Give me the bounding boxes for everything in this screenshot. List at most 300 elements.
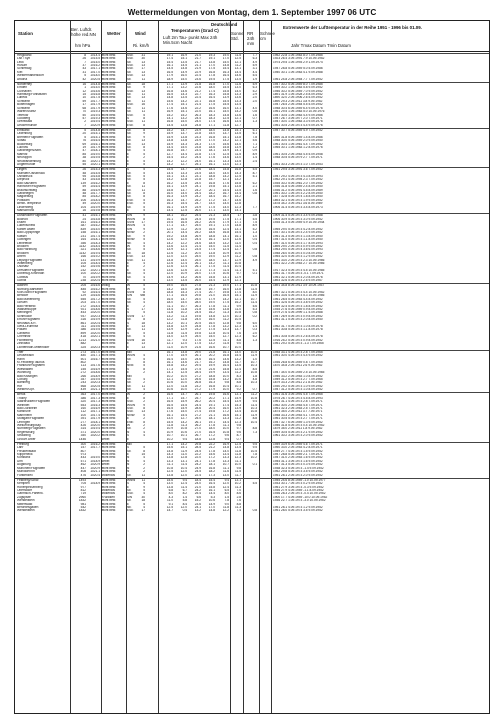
wind-direction: SE bbox=[127, 77, 132, 81]
temp-min5cm: 16.8 bbox=[208, 181, 215, 185]
temp-night: 11.4 bbox=[223, 268, 229, 272]
station-name: Husum bbox=[17, 64, 28, 68]
temp-dewpoint: 13.8 bbox=[180, 139, 187, 143]
wind-direction: S bbox=[127, 446, 130, 450]
temp-night: 17.9 bbox=[222, 221, 229, 225]
temp-max: 25.8 bbox=[194, 287, 201, 291]
temp-dewpoint: 14.4 bbox=[180, 152, 187, 156]
temp-max: 21.7 bbox=[194, 360, 201, 364]
weather: leicht bew. bbox=[101, 297, 116, 301]
air-pressure: 1018.4 bbox=[90, 244, 100, 248]
temp-extremes: 1877 32.8 5.09.1974 1.8 8.09.1950 bbox=[273, 195, 323, 199]
station-height: 314 bbox=[80, 427, 86, 431]
temp-dewpoint: 14.0 bbox=[180, 192, 187, 196]
temp-night: 14.8 bbox=[222, 360, 229, 364]
temp-night: 14.2 bbox=[222, 175, 229, 178]
weather: leicht bew. bbox=[101, 248, 116, 252]
temp-night: 8.0 bbox=[224, 492, 229, 496]
wind-speed: 5 bbox=[143, 113, 145, 117]
temp-night: 13.3 bbox=[222, 417, 229, 421]
temp-night: 16.4 bbox=[222, 364, 229, 368]
temp-night: 10.4 bbox=[222, 384, 229, 388]
station-height: 861 bbox=[80, 321, 86, 325]
station-height: 812 bbox=[80, 488, 86, 492]
temp-night: 12.9 bbox=[222, 278, 229, 282]
station-height: 480 bbox=[80, 354, 86, 358]
station-height: 1 bbox=[84, 86, 86, 90]
air-pressure: 1015.0 bbox=[90, 86, 100, 90]
sunshine: 13.5 bbox=[234, 159, 241, 163]
air-pressure: 1016.9 bbox=[90, 407, 100, 410]
temp-min5cm: 21.3 bbox=[208, 214, 215, 218]
temp-min5cm: 16.8 bbox=[208, 99, 215, 103]
station-height: 104 bbox=[80, 205, 86, 209]
station-name: Trier bbox=[17, 350, 24, 354]
temp-max: 22.8 bbox=[194, 178, 201, 182]
weather: wolkenlos bbox=[101, 473, 115, 477]
wind-direction: SE bbox=[127, 357, 132, 361]
wind-speed: 4 bbox=[143, 430, 145, 434]
precipitation: 0.9 bbox=[252, 149, 257, 153]
temp-night: 10.8 bbox=[222, 430, 229, 434]
temp-night: 13.2 bbox=[222, 241, 229, 245]
weather: leicht bew. bbox=[101, 221, 116, 225]
temp-extremes: 1957 32.1 5.09.1973 4.4 10.09.1952 bbox=[273, 291, 325, 294]
temp-night: 12.9 bbox=[222, 255, 229, 259]
station-name: Lüdenscheid bbox=[17, 224, 36, 228]
temp-extremes: 1975 28.7 4.09.1973 4.5 8.09.1993 bbox=[273, 396, 323, 400]
temp-night: 12.5 bbox=[222, 152, 229, 156]
weather: leicht bew. bbox=[101, 116, 116, 120]
station-name: Schmücke bbox=[17, 314, 32, 318]
temp-extremes: 1948 33.1 4.09.1973 2.8 7.09.1965 bbox=[273, 350, 323, 354]
temp-night: 12.4 bbox=[222, 227, 229, 231]
temp-night: 13.0 bbox=[222, 473, 229, 477]
temp-night: 15.4 bbox=[222, 188, 229, 192]
weather: leicht bew. bbox=[101, 413, 116, 417]
station-height: 100 bbox=[80, 413, 86, 417]
temp-max: 23.4 bbox=[194, 149, 201, 153]
temp-dewpoint: 10.9 bbox=[180, 345, 187, 349]
temp-dewpoint: 8.2 bbox=[182, 492, 187, 496]
wind-direction: S bbox=[127, 434, 130, 438]
precipitation: 6.2 bbox=[252, 181, 257, 185]
temp-max: 24.1 bbox=[194, 185, 201, 189]
weather: leicht bew. bbox=[101, 57, 116, 61]
sunshine: 12.5 bbox=[234, 57, 241, 61]
wind-direction: S bbox=[127, 367, 130, 371]
air-pressure: 1017.9 bbox=[90, 103, 100, 107]
station-height: 439 bbox=[80, 388, 86, 392]
station-name: Diepholz bbox=[17, 178, 30, 182]
station-height: 24 bbox=[82, 217, 86, 221]
temp-extremes: 1951 33.6 4.09.1973 5.3 10.09.1966 bbox=[273, 294, 325, 298]
precipitation: 1.2 bbox=[252, 145, 257, 149]
air-pressure: 1019.3 bbox=[90, 110, 100, 114]
precipitation: 0.8 bbox=[252, 192, 257, 196]
temp-min5cm: 16.4 bbox=[208, 96, 215, 100]
temp-air: 17.4 bbox=[166, 57, 173, 61]
station-height: 48 bbox=[82, 171, 86, 175]
temp-dewpoint: 12.2 bbox=[180, 159, 187, 163]
wind-direction: E bbox=[127, 265, 130, 269]
station-name: Garmisch-Partenk. bbox=[17, 492, 44, 496]
weather: leicht bew. bbox=[101, 287, 116, 291]
temp-dewpoint: 0.4 bbox=[182, 509, 187, 513]
temp-max: 27.2 bbox=[194, 413, 201, 417]
wind-direction: NE bbox=[127, 241, 132, 245]
temp-night: 13.3 bbox=[222, 159, 229, 163]
weather: leicht bew. bbox=[101, 202, 116, 206]
temp-max: 27.2 bbox=[194, 374, 201, 378]
temp-dewpoint: 12.6 bbox=[180, 268, 187, 272]
temp-max: 24.2 bbox=[194, 188, 201, 192]
sunshine: 16.1 bbox=[234, 234, 241, 238]
wind-direction: SW bbox=[127, 214, 133, 218]
temp-min5cm: 19.7 bbox=[208, 287, 215, 291]
temp-extremes: 1951 32.3 2.09.1953 2.5 7.09.1971 bbox=[273, 407, 323, 410]
precipitation: 2.4 bbox=[252, 159, 257, 163]
temp-night: 16.0 bbox=[222, 287, 229, 291]
precipitation: 6.2 bbox=[252, 335, 257, 339]
temp-air: 15.8 bbox=[166, 364, 173, 368]
temp-min5cm: 17.0 bbox=[208, 505, 215, 509]
precipitation: 1.6 bbox=[252, 188, 257, 192]
temp-dewpoint: 13.2 bbox=[180, 116, 187, 120]
sunshine: 14.4 bbox=[234, 70, 241, 74]
temp-air: 16.5 bbox=[166, 297, 173, 301]
precipitation: 1.0 bbox=[252, 357, 257, 361]
weather: leicht bew. bbox=[101, 162, 116, 166]
temp-extremes: 1947 30.5 1.09.1983 4.4 9.09.1986 bbox=[273, 113, 323, 117]
temp-dewpoint: 13.8 bbox=[180, 135, 187, 139]
sunshine: 13.4 bbox=[234, 120, 241, 124]
temp-extremes: 1979 27.6 4.09.1999 1.1 5.09.1988 bbox=[273, 311, 323, 315]
temp-dewpoint: 12.2 bbox=[180, 241, 187, 245]
temp-night: 11.1 bbox=[223, 261, 229, 265]
temp-extremes: 1935 31.3 5.09.1949 4.9 10.09.1944 bbox=[273, 221, 325, 225]
temp-air: 12.6 bbox=[166, 265, 173, 269]
air-pressure: 1017.0 bbox=[90, 393, 100, 397]
air-pressure: 1020.1 bbox=[90, 335, 100, 339]
temp-air: 15.1 bbox=[166, 185, 173, 189]
temp-max: 21.7 bbox=[194, 57, 201, 61]
temp-max: 24.5 bbox=[194, 311, 201, 315]
temp-air: 14.4 bbox=[166, 209, 173, 213]
precipitation: 1.3 bbox=[252, 231, 257, 235]
station-height: 802 bbox=[80, 360, 86, 364]
temp-night: 13.0 bbox=[222, 209, 229, 213]
precipitation: 2.0 bbox=[252, 96, 257, 100]
station-height: 80 bbox=[82, 159, 86, 163]
precipitation: 7.5 bbox=[252, 221, 257, 225]
temp-dewpoint: 12.0 bbox=[180, 470, 187, 474]
wind-speed: 2 bbox=[143, 400, 145, 404]
sunshine: 14.6 bbox=[234, 74, 241, 78]
wind-direction: ESE bbox=[127, 509, 134, 513]
sunshine: 16.2 bbox=[234, 301, 241, 305]
temp-dewpoint: 15.0 bbox=[180, 301, 187, 305]
temp-dewpoint: 11.2 bbox=[181, 251, 187, 255]
precipitation: 7.1 bbox=[252, 142, 257, 146]
wind-direction: WSW bbox=[127, 217, 136, 221]
temp-max: 24.5 bbox=[194, 470, 201, 474]
sunshine: 11.5 bbox=[235, 152, 241, 156]
station-name: Schleswig bbox=[17, 67, 32, 71]
temp-air: 12.2 bbox=[166, 318, 173, 322]
temp-air: 6.8 bbox=[168, 488, 173, 492]
temp-min5cm: 18.0 bbox=[208, 86, 215, 90]
temp-max: 24.3 bbox=[194, 142, 201, 146]
temp-air: 12.0 bbox=[166, 255, 173, 259]
station-name: Teterow bbox=[17, 113, 29, 117]
weather: leicht bew. bbox=[101, 453, 116, 457]
sunshine: 10.5 bbox=[234, 318, 241, 322]
temp-extremes: 1947 28.8 5.09.1949 5.0 5.09.1986 bbox=[273, 67, 323, 71]
air-pressure: 1017.1 bbox=[90, 67, 100, 71]
precipitation: 2.9 bbox=[252, 93, 257, 97]
temp-night: 11.1 bbox=[223, 304, 229, 308]
temp-min5cm: 15.6 bbox=[208, 308, 215, 312]
station-name: Mannheim bbox=[17, 413, 32, 417]
temp-night: 17.5 bbox=[222, 301, 229, 305]
station-height: 69 bbox=[82, 142, 86, 146]
temp-min5cm: 18.6 bbox=[208, 145, 215, 149]
station-name: Zinnwald bbox=[17, 342, 30, 346]
sunshine: 7.6 bbox=[236, 499, 241, 503]
temp-air: 10.8 bbox=[166, 466, 173, 470]
weather: leicht bew. bbox=[101, 93, 116, 97]
wind-direction: SSE bbox=[127, 64, 134, 68]
wind-direction: SE bbox=[127, 82, 132, 86]
temp-air: 20.1 bbox=[166, 231, 173, 235]
temp-dewpoint: 12.9 bbox=[180, 325, 187, 329]
wind-direction: S bbox=[127, 321, 130, 325]
temp-dewpoint: 15.5 bbox=[180, 403, 187, 407]
wind-direction: E bbox=[127, 342, 130, 346]
temp-max: 23.6 bbox=[194, 502, 201, 506]
temp-air: 12.1 bbox=[166, 342, 173, 346]
temp-night: 11.1 bbox=[223, 424, 229, 428]
temp-dewpoint: 10.0 bbox=[180, 381, 187, 385]
temp-extremes: 1947 30.0 1.09.1983 3.3 9.09.1976 bbox=[273, 120, 323, 124]
station-height: 1213 bbox=[78, 338, 86, 342]
precipitation: 0.8 bbox=[252, 255, 257, 259]
station-height: 719 bbox=[80, 492, 86, 496]
wind-speed: 5 bbox=[143, 209, 145, 213]
temp-air: 19.5 bbox=[166, 221, 173, 225]
wind-speed: 5 bbox=[143, 331, 145, 335]
temp-extremes: 1938 32.3 5.09.1973 -1.4 9.09.1952 bbox=[273, 466, 324, 470]
temp-extremes: 1951 30.5 2.09.1973 4.4 9.09.1976 bbox=[273, 123, 323, 127]
air-pressure: 1018.6 bbox=[90, 308, 100, 312]
temp-max: 22.2 bbox=[194, 453, 201, 457]
station-height: 166 bbox=[80, 255, 86, 259]
station-height: 12 bbox=[82, 89, 86, 93]
temp-min5cm: 18.0 bbox=[208, 427, 215, 431]
temp-extremes: 1947 31.0 5.09.1973 1.1 8.09.1950 bbox=[273, 238, 323, 242]
wind-speed: 8 bbox=[143, 420, 145, 424]
temp-max: 21.0 bbox=[194, 53, 201, 57]
temp-night: 15.4 bbox=[222, 400, 229, 404]
temp-min5cm: 21.3 bbox=[208, 284, 215, 288]
air-pressure: 1017.9 bbox=[90, 417, 100, 421]
weather: leicht bew. bbox=[101, 261, 116, 265]
weather: wolkig bbox=[101, 284, 110, 288]
sunshine: 15.9 bbox=[234, 396, 241, 400]
temp-dewpoint: 13.9 bbox=[180, 82, 187, 86]
temp-extremes: 1951 33.0 2.09.1973 2.3 10.09.1966 bbox=[273, 258, 325, 262]
temp-air: 12.6 bbox=[166, 238, 173, 242]
temp-extremes: 1952 31.7 5.09.1973 1.0 8.09.1978 bbox=[273, 325, 323, 329]
air-pressure: 1017.0 bbox=[90, 301, 100, 305]
temp-extremes: 1951 32.2 2.09.1953 2.7 10.09.1966 bbox=[273, 261, 325, 265]
temp-night: 12.0 bbox=[222, 314, 229, 318]
temp-max: 21.4 bbox=[194, 103, 201, 107]
air-pressure: 1019.9 bbox=[90, 318, 100, 322]
weather: leicht bew. bbox=[101, 377, 116, 381]
station-height: 76 bbox=[82, 139, 86, 143]
temp-extremes: 1951 30.5 5.09.1973 2.7 7.09.1971 bbox=[273, 417, 323, 421]
sunshine: 13.9 bbox=[234, 400, 241, 404]
temp-night: 13.3 bbox=[222, 328, 229, 332]
sunshine: 13.0 bbox=[234, 86, 241, 90]
temp-night: 14.6 bbox=[222, 156, 229, 160]
station-name: Carlsfeld bbox=[17, 331, 30, 335]
sunshine: 12.8 bbox=[234, 202, 241, 206]
temp-dewpoint: 14.0 bbox=[180, 258, 187, 262]
temp-min5cm: 18.8 bbox=[208, 175, 215, 178]
temp-min5cm: 17.9 bbox=[208, 297, 215, 301]
weather: wolkenlos bbox=[101, 492, 115, 496]
precipitation: 5.5 bbox=[252, 482, 257, 486]
temp-dewpoint: 12.9 bbox=[180, 328, 187, 332]
temp-extremes: 1952 29.8 5.09.1973 3.5 9.09.1952 bbox=[273, 470, 323, 474]
temp-air: 15.9 bbox=[166, 142, 173, 146]
station-name: Deuselbach bbox=[17, 354, 34, 358]
temp-min5cm: 15.6 bbox=[208, 453, 215, 457]
air-pressure: 1019.5 bbox=[90, 377, 100, 381]
air-pressure: 1016.4 bbox=[90, 291, 100, 294]
temp-dewpoint: 9.3 bbox=[182, 338, 187, 342]
air-pressure: 1017.7 bbox=[90, 99, 100, 103]
air-pressure: 1021.1 bbox=[90, 388, 100, 392]
station-name: Schwerin bbox=[17, 99, 31, 103]
wind-direction: SSW bbox=[127, 221, 135, 225]
sunshine: 11.2 bbox=[235, 64, 241, 68]
temp-min5cm: 16.5 bbox=[208, 227, 215, 231]
wind-direction: SE bbox=[127, 175, 132, 178]
temp-min5cm: 17.0 bbox=[208, 64, 215, 68]
temp-max: 26.2 bbox=[194, 400, 201, 404]
wind-speed: 2 bbox=[143, 470, 145, 474]
sunshine: 13.3 bbox=[234, 93, 241, 97]
station-name: Bocholt bbox=[17, 217, 28, 221]
wind-speed: still bbox=[140, 294, 145, 298]
temp-extremes: 1951 32.6 5.09.1973 3.8 9.09.1952 bbox=[273, 301, 323, 305]
temp-dewpoint: 14.2 bbox=[180, 442, 187, 446]
temp-max: 21.0 bbox=[194, 485, 201, 489]
temp-max: 21.4 bbox=[194, 244, 201, 248]
temp-min5cm: 17.8 bbox=[208, 424, 215, 428]
station-name: Boltenhagen bbox=[17, 103, 35, 107]
wind-speed: 11 bbox=[141, 258, 145, 262]
wind-direction: ENE bbox=[127, 420, 134, 424]
precipitation: 6.3 bbox=[252, 57, 257, 61]
station-name: Straubing bbox=[17, 434, 31, 438]
station-height: 100 bbox=[80, 272, 86, 276]
wind-speed: 5 bbox=[143, 311, 145, 315]
temp-min5cm: 13.8 bbox=[208, 60, 215, 64]
table-row bbox=[15, 509, 489, 512]
temp-night: 10.0 bbox=[222, 374, 229, 378]
precipitation: 0.4 bbox=[252, 241, 257, 245]
precipitation: 5.6 bbox=[252, 139, 257, 143]
station-height: 273 bbox=[80, 350, 86, 354]
temp-min5cm: 19.9 bbox=[208, 364, 215, 368]
air-pressure: 1017.2 bbox=[90, 297, 100, 301]
weather: leicht bew. bbox=[101, 178, 116, 182]
precipitation: 2.0 bbox=[252, 99, 257, 103]
temp-night: 11.1 bbox=[223, 338, 229, 342]
weather: leicht bew. bbox=[101, 64, 116, 68]
temp-extremes: 1947 34.0 5.09.1949 2.5 10.09.1965 bbox=[273, 371, 325, 375]
wind-direction: SE bbox=[127, 149, 132, 153]
temp-extremes: 1947 30.2 5.09.1949 8.0 7.09.1985 bbox=[273, 82, 323, 86]
sunshine: 12.7 bbox=[234, 248, 241, 252]
wind-speed: 2 bbox=[143, 424, 145, 428]
temp-night: 16.5 bbox=[222, 294, 229, 298]
temp-min5cm: 19.0 bbox=[208, 255, 215, 259]
wind-speed: 8 bbox=[143, 116, 145, 120]
temp-air: 16.9 bbox=[166, 110, 173, 114]
temp-max: 26.1 bbox=[194, 354, 201, 358]
temp-air: 12.5 bbox=[166, 505, 173, 509]
temp-night: 17.4 bbox=[222, 403, 229, 407]
temp-max: 22.0 bbox=[194, 456, 201, 460]
sunshine: 11.6 bbox=[235, 82, 241, 86]
wind-speed: 8 bbox=[143, 367, 145, 371]
col-temp-subcols: Luft 2m Tau- punkt Max 24h Min.5cm Nacht bbox=[163, 35, 218, 45]
temp-max: 24.9 bbox=[194, 466, 201, 470]
weather: leicht bew. bbox=[101, 234, 116, 238]
temp-max: 27.0 bbox=[194, 430, 201, 434]
wind-speed: 11 bbox=[141, 106, 145, 110]
sunshine: 14.6 bbox=[234, 198, 241, 202]
temp-extremes: 1890 32.0 2.09.1906 2.6 5.09.1952 bbox=[273, 96, 323, 100]
weather: leicht bew. bbox=[101, 77, 116, 81]
sunshine: 13.2 bbox=[234, 178, 241, 182]
temp-air: 16.8 bbox=[166, 149, 173, 153]
weather: leicht bew. bbox=[101, 502, 116, 506]
temp-night: 16.8 bbox=[222, 354, 229, 358]
sunshine: 14.1 bbox=[234, 149, 241, 153]
temp-max: 26.0 bbox=[194, 209, 201, 213]
station-name: Dresden/Flughafen bbox=[17, 268, 45, 272]
temp-max: 28.5 bbox=[194, 446, 201, 450]
sunshine: 10.6 bbox=[234, 377, 241, 381]
weather: leicht bew. bbox=[101, 60, 116, 64]
station-name: Kassel bbox=[17, 234, 27, 238]
station-name: Schwerin bbox=[17, 106, 31, 110]
wind-direction: SE bbox=[127, 135, 132, 139]
temp-night: 1.5 bbox=[224, 495, 229, 499]
wind-direction: W bbox=[127, 424, 131, 428]
sunshine: 11.5 bbox=[235, 53, 241, 57]
temp-dewpoint: 13.5 bbox=[180, 96, 187, 100]
station-height: 5 bbox=[84, 74, 86, 78]
col-wind: Wind bbox=[135, 31, 146, 36]
